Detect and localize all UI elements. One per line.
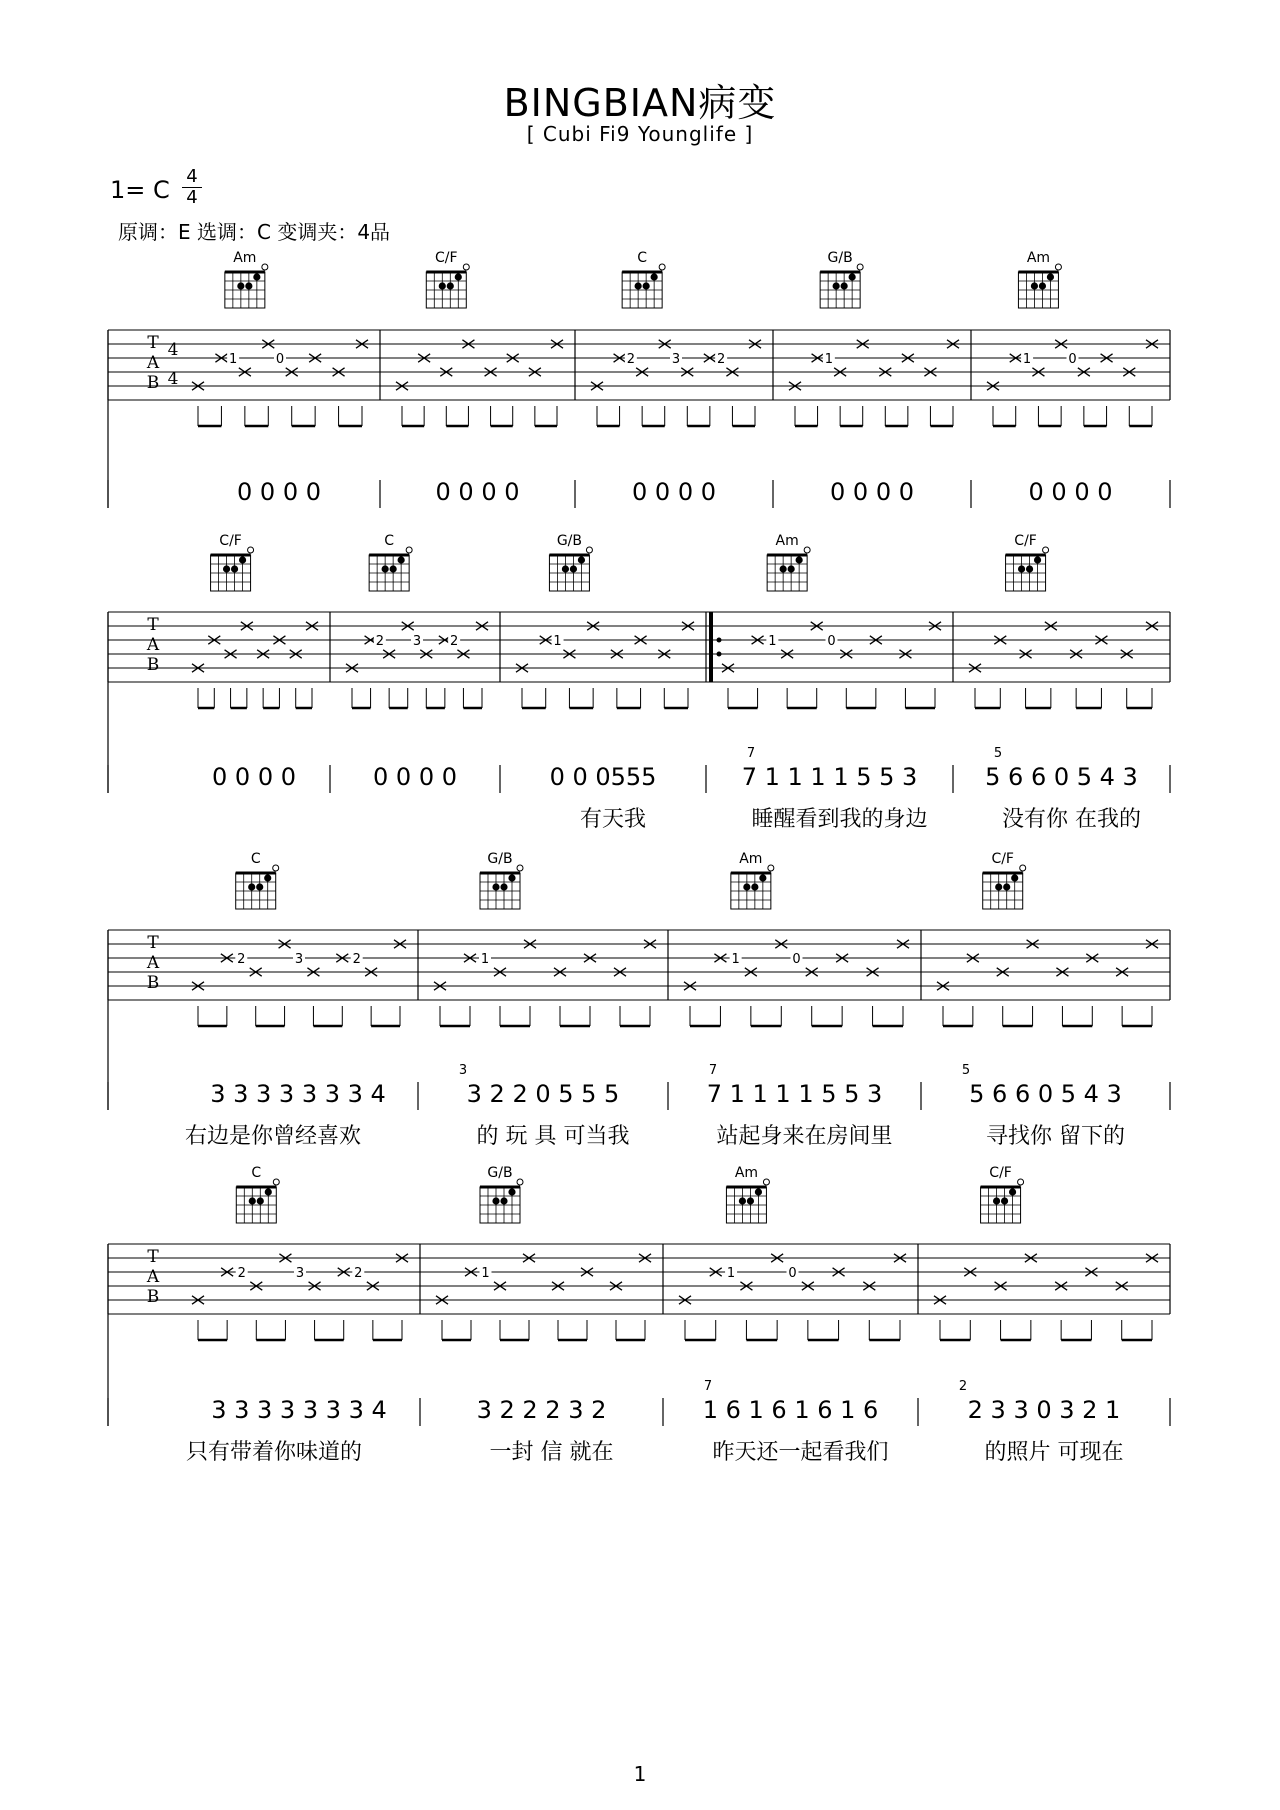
chord-finger-dot [751,883,758,890]
grace-note: 2 [958,1379,968,1394]
numbered-notation: 0 0 0 0 [1028,478,1113,506]
chord-finger-dot [265,1188,272,1195]
chord-finger-dot [995,883,1002,890]
chord-open-string [1043,547,1049,553]
chord-finger-dot [249,1197,256,1204]
chord-finger-dot [780,565,787,572]
chord-diagram [1018,250,1061,308]
time-signature-top: 4 [186,166,198,187]
tab-clef-letter: B [146,1287,160,1307]
chord-open-string [406,547,412,553]
numbered-notation: 0 0 0 0 [373,763,457,791]
grace-note: 3 [458,1063,468,1078]
chord-finger-dot [508,874,515,881]
chord-open-string [273,1179,279,1185]
tab-clef-letter: A [146,953,160,973]
tab-clef-letter: B [146,973,160,993]
chord-finger-dot [1031,282,1038,289]
tab-fret-number: 2 [450,634,459,649]
chord-name: Am [775,533,799,549]
chord-finger-dot [455,273,462,280]
grace-note: 7 [746,746,756,761]
numbered-notation: 3 3 3 3 3 3 3 4 [211,1396,387,1424]
chord-name: C/F [989,1165,1012,1181]
lyric-text: 右边是你曾经喜欢 [184,1124,362,1149]
chord-diagram [622,250,665,308]
tab-system [108,330,1170,508]
tab-clef-letter: A [146,353,160,373]
grace-note: 5 [961,1063,971,1078]
chord-diagram [236,1165,279,1223]
tab-fret-number: 0 [1068,352,1077,367]
lyric-text: 只有带着你味道的 [185,1440,363,1465]
chord-finger-dot [570,565,577,572]
chord-open-string [1020,865,1026,871]
numbered-notation: 7 1 1 1 1 5 5 3 [706,1080,883,1108]
tab-fret-number: 2 [375,634,384,649]
chord-open-string [586,547,592,553]
tab-fret-number: 0 [827,634,836,649]
tab-clef-letter: T [147,1247,159,1267]
grace-note: 7 [708,1063,718,1078]
chord-diagram [981,1165,1024,1223]
chord-finger-dot [253,273,260,280]
chord-diagram [726,1165,769,1223]
tab-fret-number: 0 [275,352,285,367]
tab-fret-number: 2 [237,952,246,967]
chord-diagram [549,533,592,591]
chord-finger-dot [849,273,856,280]
chord-finger-dot [841,282,848,289]
tab-clef-letter: T [147,933,159,953]
chord-name: C [250,851,261,867]
chord-open-string [1055,264,1061,270]
time-signature-bottom: 4 [186,187,198,208]
numbered-notation: 3 2 2 2 3 2 [476,1396,607,1424]
tab-fret-number: 0 [792,952,801,967]
lyric-text: 的 玩 具 可当我 [476,1124,630,1149]
lyric-text: 昨天还一起看我们 [712,1440,889,1465]
numbered-notation: 0 0 0 0 [632,478,716,506]
numbered-notation: 0 0 0 0 [830,478,914,506]
chord-open-string [517,1179,523,1185]
chord-finger-dot [635,282,642,289]
chord-diagram [731,851,774,909]
lyric-text: 寻找你 留下的 [986,1124,1125,1149]
page-number: 1 [633,1762,647,1786]
chord-open-string [763,1179,769,1185]
chord-name: C/F [435,250,458,266]
chord-finger-dot [1047,273,1054,280]
tab-fret-number: 2 [717,352,726,367]
chord-diagram [1006,533,1049,591]
chord-finger-dot [1026,565,1033,572]
chord-open-string [857,264,863,270]
chord-diagram [426,250,469,308]
numbered-notation: 0 0 0 0 [237,478,321,506]
tab-clef-letter: B [146,373,160,393]
numbered-notation: 0 0 0 0 [435,478,520,506]
lyric-text: 有天我 [579,807,647,832]
chord-diagram [983,851,1026,909]
tab-fret-number: 2 [352,952,361,967]
key-signature: 1= C [110,176,170,204]
tab-fret-number: 3 [412,634,422,649]
lyric-text: 没有你 在我的 [1002,807,1141,832]
chord-finger-dot [993,1197,1000,1204]
chord-diagram [236,851,279,909]
chord-diagram [480,1165,523,1223]
song-subtitle: [ Cubi Fi9 Younglife ] [526,122,754,146]
chord-name: C/F [991,851,1014,867]
chord-finger-dot [788,565,795,572]
chord-name: C [637,250,648,266]
chord-finger-dot [447,282,454,289]
chord-finger-dot [231,565,238,572]
chord-finger-dot [759,874,766,881]
chord-open-string [1018,1179,1024,1185]
chord-finger-dot [747,1197,754,1204]
chord-finger-dot [239,556,246,563]
tab-fret-number: 3 [671,352,681,367]
tab-system [108,930,1170,1149]
chord-finger-dot [1001,1197,1008,1204]
chord-name: Am [1026,250,1051,266]
grace-note: 7 [703,1379,713,1394]
chord-finger-dot [796,556,803,563]
chord-name: G/B [487,851,513,867]
chord-finger-dot [223,565,230,572]
chord-name: C [384,533,395,549]
tab-clef-letter: A [146,635,160,655]
tab-fret-number: 3 [295,1266,305,1281]
tab-system [108,612,1170,832]
numbered-notation: 7 1 1 1 1 5 5 3 [741,763,918,791]
tab-fret-number: 1 [229,352,238,367]
chord-finger-dot [739,1197,746,1204]
tab-fret-number: 2 [354,1266,363,1281]
chord-finger-dot [390,565,397,572]
chord-finger-dot [1039,282,1046,289]
chord-finger-dot [237,282,244,289]
chord-open-string [273,865,279,871]
tuning-info: 原调：E 选调：C 变调夹：4品 [118,220,391,244]
chord-finger-dot [264,874,271,881]
chord-finger-dot [1009,1188,1016,1195]
chord-finger-dot [382,565,389,572]
chord-finger-dot [508,1188,515,1195]
chord-finger-dot [755,1188,762,1195]
numbered-notation: 2 3 3 0 3 2 1 [967,1396,1121,1424]
chord-finger-dot [492,883,499,890]
repeat-dot [717,652,722,657]
chord-diagram [225,250,268,308]
chord-name: G/B [827,250,853,266]
tab-fret-number: 3 [294,952,304,967]
chord-name: C [251,1165,262,1181]
chord-open-string [768,865,774,871]
chord-finger-dot [398,556,405,563]
chord-finger-dot [500,1197,507,1204]
chord-finger-dot [1018,565,1025,572]
chord-open-string [517,865,523,871]
chord-name: Am [734,1165,759,1181]
chord-finger-dot [743,883,750,890]
tab-fret-number: 1 [726,1266,736,1281]
tab-clef-letter: B [146,655,160,675]
numbered-notation: 0 0 0555 [549,763,657,791]
tab-fret-number: 2 [626,352,635,367]
grace-note: 5 [993,746,1003,761]
chord-finger-dot [257,1197,264,1204]
lyric-text: 睡醒看到我的身边 [751,807,928,832]
chord-finger-dot [1003,883,1010,890]
chord-name: C/F [219,533,242,549]
chord-name: C/F [1014,533,1037,549]
numbered-notation: 0 0 0 0 [212,763,296,791]
chord-finger-dot [643,282,650,289]
tab-time-sig-bottom: 4 [167,369,179,389]
chord-diagram [820,250,863,308]
lyric-text: 的照片 可现在 [984,1440,1124,1465]
tab-system [108,1244,1170,1465]
tab-fret-number: 1 [824,352,833,367]
tab-fret-number: 1 [481,1266,490,1281]
numbered-notation: 1 6 1 6 1 6 1 6 [702,1396,879,1424]
chord-name: Am [233,250,257,266]
tab-fret-number: 2 [237,1266,246,1281]
song-title: BINGBIAN病变 [503,81,777,125]
lyric-text: 站起身来在房间里 [716,1124,893,1149]
numbered-notation: 5 6 6 0 5 4 3 [969,1080,1122,1108]
chord-name: G/B [487,1165,513,1181]
chord-finger-dot [651,273,658,280]
numbered-notation: 3 2 2 0 5 5 5 [466,1080,620,1108]
tab-fret-number: 0 [788,1266,797,1281]
chord-open-string [659,264,665,270]
chord-finger-dot [256,883,263,890]
chord-finger-dot [1034,556,1041,563]
tab-fret-number: 1 [768,634,777,649]
chord-open-string [804,547,810,553]
chord-finger-dot [578,556,585,563]
chord-diagram [211,533,254,591]
tab-clef-letter: A [146,1267,160,1287]
tab-clef-letter: T [147,333,159,353]
chord-name: G/B [556,533,583,549]
chord-diagram [767,533,810,591]
tab-fret-number: 1 [1022,352,1032,367]
tab-clef-letter: T [147,615,159,635]
chord-finger-dot [500,883,507,890]
chord-finger-dot [492,1197,499,1204]
chord-diagram [369,533,412,591]
tab-time-sig-top: 4 [167,340,179,360]
numbered-notation: 3 3 3 3 3 3 3 4 [210,1080,386,1108]
chord-name: Am [739,851,763,867]
repeat-dot [717,638,722,643]
numbered-notation: 5 6 6 0 5 4 3 [985,763,1138,791]
lyric-text: 一封 信 就在 [489,1440,614,1465]
chord-finger-dot [833,282,840,289]
chord-open-string [463,264,469,270]
tab-fret-number: 1 [553,634,562,649]
chord-finger-dot [1011,874,1018,881]
tab-fret-number: 1 [731,952,740,967]
chord-finger-dot [439,282,446,289]
chord-open-string [262,264,268,270]
chord-diagram [480,851,523,909]
chord-finger-dot [245,282,252,289]
tab-fret-number: 1 [480,952,490,967]
chord-finger-dot [562,565,569,572]
chord-finger-dot [248,883,255,890]
chord-open-string [248,547,254,553]
